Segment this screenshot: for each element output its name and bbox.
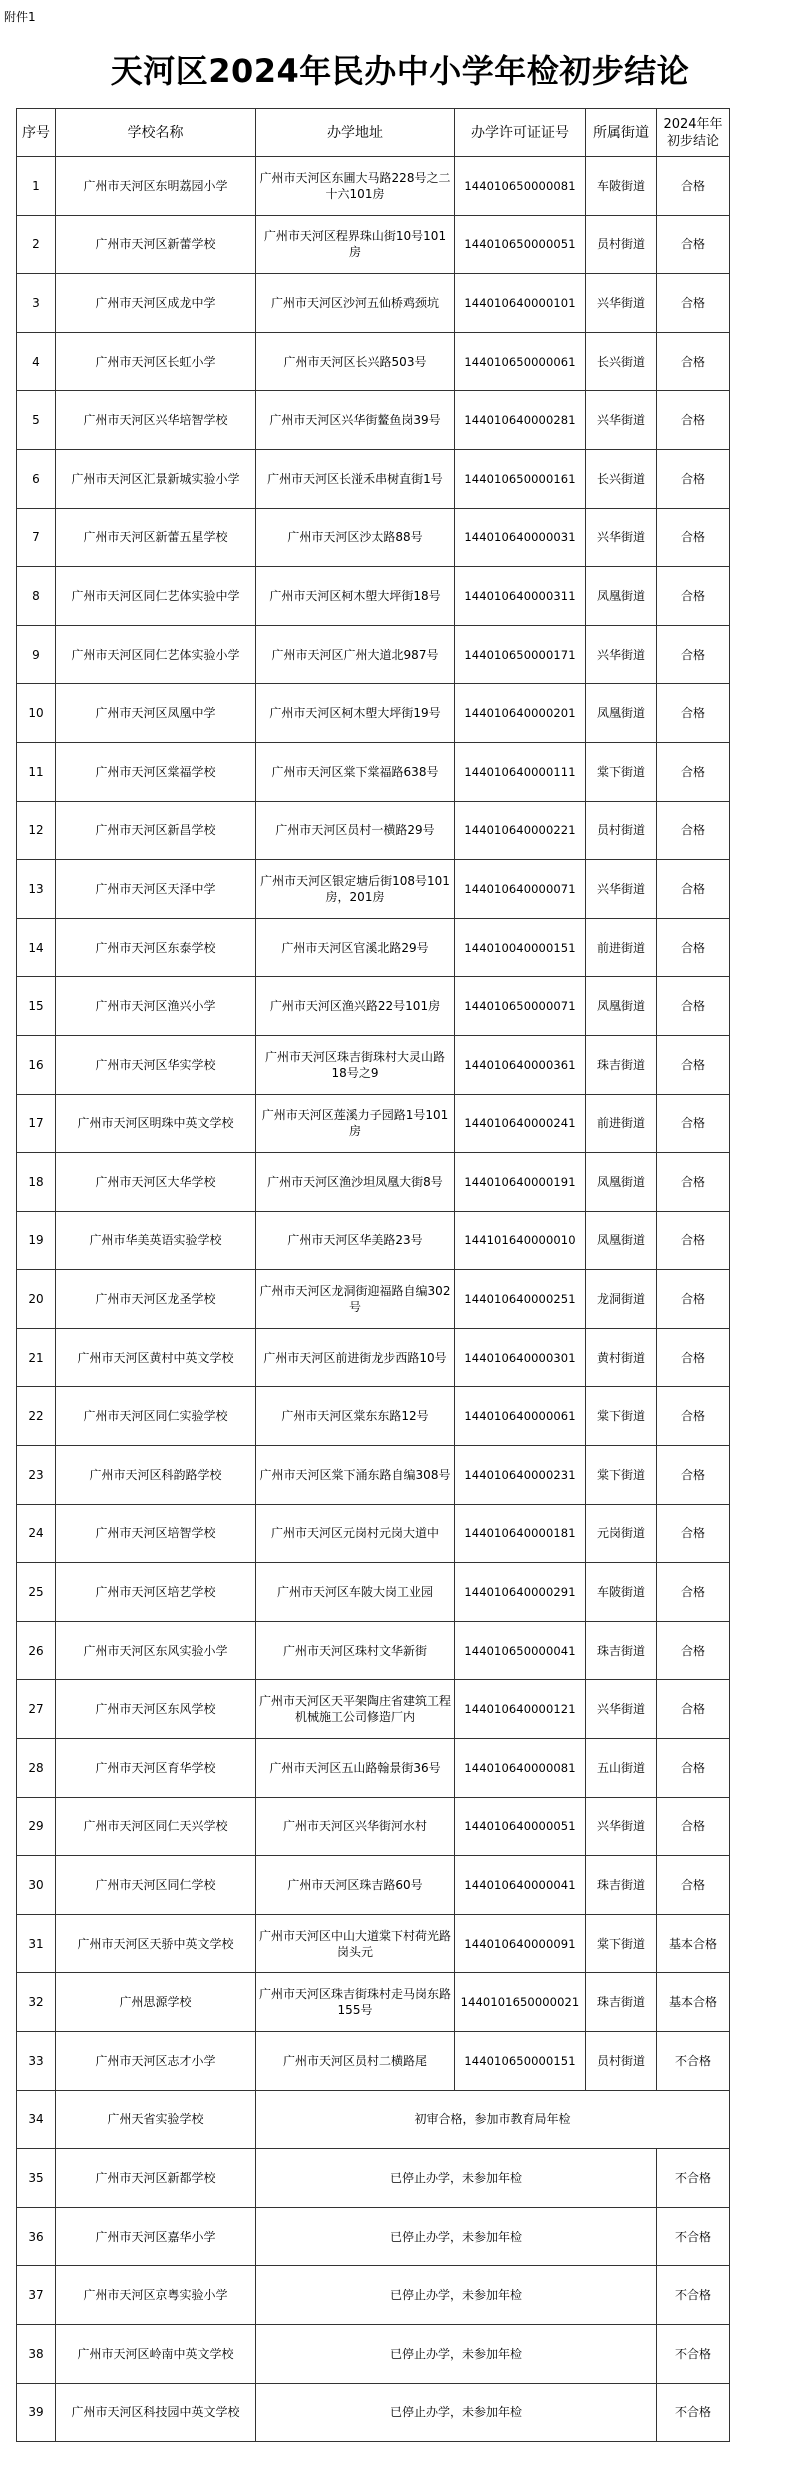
cell-no: 13 bbox=[17, 860, 56, 919]
cell-name: 广州市天河区东风学校 bbox=[56, 1680, 256, 1739]
cell-address: 广州市天河区棠下棠福路638号 bbox=[256, 742, 455, 801]
cell-address: 广州市天河区珠吉街珠村大灵山路18号之9 bbox=[256, 1035, 455, 1094]
cell-street: 珠吉街道 bbox=[586, 1973, 657, 2032]
cell-license: 144010650000081 bbox=[455, 157, 586, 216]
table-row bbox=[17, 2149, 730, 2208]
table-row bbox=[17, 1621, 730, 1680]
table-row bbox=[17, 274, 730, 333]
cell-no: 18 bbox=[17, 1153, 56, 1212]
cell-no: 25 bbox=[17, 1563, 56, 1622]
cell-license: 144010640000281 bbox=[455, 391, 586, 450]
cell-name: 广州市天河区培智学校 bbox=[56, 1504, 256, 1563]
cell-name: 广州市天河区同仁艺体实验小学 bbox=[56, 625, 256, 684]
cell-result: 基本合格 bbox=[657, 1914, 730, 1973]
cell-address: 广州市天河区珠吉路60号 bbox=[256, 1856, 455, 1915]
cell-result: 合格 bbox=[657, 801, 730, 860]
cell-result: 不合格 bbox=[657, 2383, 730, 2442]
cell-result: 合格 bbox=[657, 1153, 730, 1212]
cell-name: 广州市天河区大华学校 bbox=[56, 1153, 256, 1212]
table-row bbox=[17, 918, 730, 977]
cell-street: 凤凰街道 bbox=[586, 684, 657, 743]
cell-address: 广州市天河区广州大道北987号 bbox=[256, 625, 455, 684]
cell-no: 28 bbox=[17, 1739, 56, 1798]
cell-license: 144010640000031 bbox=[455, 508, 586, 567]
cell-address: 广州市天河区前进街龙步西路10号 bbox=[256, 1328, 455, 1387]
cell-result: 合格 bbox=[657, 1680, 730, 1739]
cell-license: 144010640000201 bbox=[455, 684, 586, 743]
table-row bbox=[17, 1739, 730, 1798]
cell-street: 棠下街道 bbox=[586, 742, 657, 801]
cell-result: 合格 bbox=[657, 1504, 730, 1563]
cell-license: 144010640000101 bbox=[455, 274, 586, 333]
cell-result: 不合格 bbox=[657, 2324, 730, 2383]
cell-no: 34 bbox=[17, 2090, 56, 2149]
cell-result: 不合格 bbox=[657, 2207, 730, 2266]
cell-no: 20 bbox=[17, 1270, 56, 1329]
cell-street: 龙洞街道 bbox=[586, 1270, 657, 1329]
cell-note: 已停止办学，未参加年检 bbox=[256, 2383, 657, 2442]
cell-street: 前进街道 bbox=[586, 1094, 657, 1153]
cell-result: 合格 bbox=[657, 1387, 730, 1446]
cell-license: 144010640000121 bbox=[455, 1680, 586, 1739]
cell-name: 广州市天河区新蕾五星学校 bbox=[56, 508, 256, 567]
table-row bbox=[17, 1797, 730, 1856]
cell-address: 广州市天河区沙太路88号 bbox=[256, 508, 455, 567]
header-street: 所属街道 bbox=[586, 109, 657, 157]
cell-license: 144010650000041 bbox=[455, 1621, 586, 1680]
cell-no: 21 bbox=[17, 1328, 56, 1387]
cell-no: 32 bbox=[17, 1973, 56, 2032]
cell-street: 珠吉街道 bbox=[586, 1035, 657, 1094]
cell-result: 合格 bbox=[657, 1797, 730, 1856]
header-result: 2024年年初步结论 bbox=[657, 109, 730, 157]
schools-table bbox=[16, 108, 730, 2442]
cell-no: 5 bbox=[17, 391, 56, 450]
cell-name: 广州市天河区同仁天兴学校 bbox=[56, 1797, 256, 1856]
cell-no: 29 bbox=[17, 1797, 56, 1856]
cell-name: 广州市天河区凤凰中学 bbox=[56, 684, 256, 743]
cell-result: 合格 bbox=[657, 567, 730, 626]
cell-license: 144010640000311 bbox=[455, 567, 586, 626]
cell-result: 合格 bbox=[657, 1446, 730, 1505]
cell-license: 144010650000071 bbox=[455, 977, 586, 1036]
cell-address: 广州市天河区柯木塱大坪街18号 bbox=[256, 567, 455, 626]
table-row bbox=[17, 742, 730, 801]
cell-result: 合格 bbox=[657, 977, 730, 1036]
cell-address: 广州市天河区官溪北路29号 bbox=[256, 918, 455, 977]
cell-no: 38 bbox=[17, 2324, 56, 2383]
cell-address: 广州市天河区华美路23号 bbox=[256, 1211, 455, 1270]
table-row bbox=[17, 157, 730, 216]
cell-street: 兴华街道 bbox=[586, 508, 657, 567]
cell-address: 广州市天河区莲溪力子园路1号101房 bbox=[256, 1094, 455, 1153]
table-row bbox=[17, 508, 730, 567]
cell-result: 合格 bbox=[657, 860, 730, 919]
cell-no: 36 bbox=[17, 2207, 56, 2266]
attachment-label: 附件1 bbox=[4, 10, 36, 24]
cell-name: 广州市天河区渔兴小学 bbox=[56, 977, 256, 1036]
cell-address: 广州市天河区沙河五仙桥鸡颈坑 bbox=[256, 274, 455, 333]
cell-result: 合格 bbox=[657, 332, 730, 391]
cell-name: 广州市天河区成龙中学 bbox=[56, 274, 256, 333]
cell-address: 广州市天河区银定塘后街108号101房，201房 bbox=[256, 860, 455, 919]
cell-name: 广州市天河区东明荔园小学 bbox=[56, 157, 256, 216]
cell-name: 广州市天河区培艺学校 bbox=[56, 1563, 256, 1622]
cell-license: 144010040000151 bbox=[455, 918, 586, 977]
cell-name: 广州市天河区天泽中学 bbox=[56, 860, 256, 919]
cell-result: 合格 bbox=[657, 215, 730, 274]
cell-street: 兴华街道 bbox=[586, 860, 657, 919]
cell-no: 19 bbox=[17, 1211, 56, 1270]
cell-no: 14 bbox=[17, 918, 56, 977]
table-row bbox=[17, 977, 730, 1036]
cell-address: 广州市天河区员村一横路29号 bbox=[256, 801, 455, 860]
cell-result: 不合格 bbox=[657, 2266, 730, 2325]
cell-street: 长兴街道 bbox=[586, 449, 657, 508]
cell-result: 合格 bbox=[657, 918, 730, 977]
cell-no: 2 bbox=[17, 215, 56, 274]
cell-result: 合格 bbox=[657, 625, 730, 684]
table-row bbox=[17, 2207, 730, 2266]
table-row bbox=[17, 860, 730, 919]
cell-street: 棠下街道 bbox=[586, 1914, 657, 1973]
cell-license: 144010640000231 bbox=[455, 1446, 586, 1505]
cell-address: 广州市天河区东圃大马路228号之二十六101房 bbox=[256, 157, 455, 216]
cell-address: 广州市天河区五山路翰景街36号 bbox=[256, 1739, 455, 1798]
table-row bbox=[17, 449, 730, 508]
table-body bbox=[17, 157, 730, 2442]
cell-license: 144010640000191 bbox=[455, 1153, 586, 1212]
cell-result: 合格 bbox=[657, 1035, 730, 1094]
cell-license: 144010640000051 bbox=[455, 1797, 586, 1856]
cell-no: 23 bbox=[17, 1446, 56, 1505]
cell-result: 合格 bbox=[657, 1739, 730, 1798]
table-row bbox=[17, 1504, 730, 1563]
cell-name: 广州市天河区兴华培智学校 bbox=[56, 391, 256, 450]
cell-result: 合格 bbox=[657, 508, 730, 567]
cell-license: 144010640000111 bbox=[455, 742, 586, 801]
cell-license: 144010650000171 bbox=[455, 625, 586, 684]
table-row bbox=[17, 1387, 730, 1446]
cell-license: 144010650000051 bbox=[455, 215, 586, 274]
cell-name: 广州市天河区东泰学校 bbox=[56, 918, 256, 977]
cell-no: 6 bbox=[17, 449, 56, 508]
table-row bbox=[17, 2266, 730, 2325]
table-row bbox=[17, 1153, 730, 1212]
cell-result: 不合格 bbox=[657, 2032, 730, 2091]
cell-no: 30 bbox=[17, 1856, 56, 1915]
cell-no: 24 bbox=[17, 1504, 56, 1563]
table-row bbox=[17, 567, 730, 626]
cell-name: 广州市天河区黄村中英文学校 bbox=[56, 1328, 256, 1387]
cell-street: 五山街道 bbox=[586, 1739, 657, 1798]
cell-name: 广州思源学校 bbox=[56, 1973, 256, 2032]
cell-street: 兴华街道 bbox=[586, 1797, 657, 1856]
cell-street: 黄村街道 bbox=[586, 1328, 657, 1387]
cell-no: 15 bbox=[17, 977, 56, 1036]
cell-result: 合格 bbox=[657, 684, 730, 743]
cell-license: 144010640000361 bbox=[455, 1035, 586, 1094]
header-license: 办学许可证证号 bbox=[455, 109, 586, 157]
cell-no: 26 bbox=[17, 1621, 56, 1680]
cell-no: 3 bbox=[17, 274, 56, 333]
cell-name: 广州市天河区明珠中英文学校 bbox=[56, 1094, 256, 1153]
cell-street: 凤凰街道 bbox=[586, 977, 657, 1036]
cell-no: 7 bbox=[17, 508, 56, 567]
cell-address: 广州市天河区渔兴路22号101房 bbox=[256, 977, 455, 1036]
table-row bbox=[17, 1035, 730, 1094]
cell-address: 广州市天河区珠吉街珠村走马岗东路155号 bbox=[256, 1973, 455, 2032]
cell-license: 144010640000081 bbox=[455, 1739, 586, 1798]
cell-address: 广州市天河区程界珠山街10号101房 bbox=[256, 215, 455, 274]
cell-license: 144010650000061 bbox=[455, 332, 586, 391]
cell-result: 不合格 bbox=[657, 2149, 730, 2208]
cell-street: 车陂街道 bbox=[586, 157, 657, 216]
cell-address: 广州市天河区渔沙坦凤凰大街8号 bbox=[256, 1153, 455, 1212]
cell-no: 4 bbox=[17, 332, 56, 391]
cell-name: 广州天省实验学校 bbox=[56, 2090, 256, 2149]
cell-street: 员村街道 bbox=[586, 801, 657, 860]
table-row bbox=[17, 2090, 730, 2149]
table-row bbox=[17, 684, 730, 743]
cell-street: 兴华街道 bbox=[586, 391, 657, 450]
cell-license: 144010640000071 bbox=[455, 860, 586, 919]
cell-no: 12 bbox=[17, 801, 56, 860]
table-row bbox=[17, 1211, 730, 1270]
cell-name: 广州市华美英语实验学校 bbox=[56, 1211, 256, 1270]
cell-address: 广州市天河区棠下涌东路自编308号 bbox=[256, 1446, 455, 1505]
cell-name: 广州市天河区新蕾学校 bbox=[56, 215, 256, 274]
cell-street: 员村街道 bbox=[586, 2032, 657, 2091]
cell-no: 27 bbox=[17, 1680, 56, 1739]
table-row bbox=[17, 625, 730, 684]
cell-result: 合格 bbox=[657, 1094, 730, 1153]
cell-no: 37 bbox=[17, 2266, 56, 2325]
cell-name: 广州市天河区同仁艺体实验中学 bbox=[56, 567, 256, 626]
cell-street: 棠下街道 bbox=[586, 1446, 657, 1505]
cell-license: 1440101650000021 bbox=[455, 1973, 586, 2032]
cell-address: 广州市天河区棠东东路12号 bbox=[256, 1387, 455, 1446]
cell-name: 广州市天河区嘉华小学 bbox=[56, 2207, 256, 2266]
cell-no: 33 bbox=[17, 2032, 56, 2091]
header-name: 学校名称 bbox=[56, 109, 256, 157]
cell-address: 广州市天河区珠村文华新街 bbox=[256, 1621, 455, 1680]
table-row bbox=[17, 801, 730, 860]
cell-address: 广州市天河区中山大道棠下村荷光路岗头元 bbox=[256, 1914, 455, 1973]
cell-street: 珠吉街道 bbox=[586, 1621, 657, 1680]
cell-address: 广州市天河区兴华街鳌鱼岗39号 bbox=[256, 391, 455, 450]
cell-result: 合格 bbox=[657, 157, 730, 216]
cell-name: 广州市天河区岭南中英文学校 bbox=[56, 2324, 256, 2383]
table-row bbox=[17, 1270, 730, 1329]
cell-license: 144010640000181 bbox=[455, 1504, 586, 1563]
table-row bbox=[17, 1914, 730, 1973]
table-row bbox=[17, 1856, 730, 1915]
cell-name: 广州市天河区同仁实验学校 bbox=[56, 1387, 256, 1446]
cell-license: 144010640000301 bbox=[455, 1328, 586, 1387]
cell-result: 合格 bbox=[657, 742, 730, 801]
cell-street: 长兴街道 bbox=[586, 332, 657, 391]
cell-no: 22 bbox=[17, 1387, 56, 1446]
page-title: 天河区2024年民办中小学年检初步结论 bbox=[110, 52, 690, 90]
cell-license: 144101640000010 bbox=[455, 1211, 586, 1270]
cell-name: 广州市天河区同仁学校 bbox=[56, 1856, 256, 1915]
cell-no: 11 bbox=[17, 742, 56, 801]
cell-name: 广州市天河区京粤实验小学 bbox=[56, 2266, 256, 2325]
cell-name: 广州市天河区东风实验小学 bbox=[56, 1621, 256, 1680]
cell-result: 合格 bbox=[657, 1328, 730, 1387]
cell-result: 合格 bbox=[657, 1856, 730, 1915]
cell-name: 广州市天河区长虹小学 bbox=[56, 332, 256, 391]
table-row bbox=[17, 332, 730, 391]
cell-result: 合格 bbox=[657, 1621, 730, 1680]
cell-note: 已停止办学，未参加年检 bbox=[256, 2266, 657, 2325]
cell-result: 合格 bbox=[657, 391, 730, 450]
table-row bbox=[17, 1328, 730, 1387]
table-row bbox=[17, 1446, 730, 1505]
cell-street: 兴华街道 bbox=[586, 1680, 657, 1739]
cell-name: 广州市天河区科韵路学校 bbox=[56, 1446, 256, 1505]
cell-result: 基本合格 bbox=[657, 1973, 730, 2032]
cell-result: 合格 bbox=[657, 1563, 730, 1622]
cell-no: 9 bbox=[17, 625, 56, 684]
cell-name: 广州市天河区新都学校 bbox=[56, 2149, 256, 2208]
cell-no: 17 bbox=[17, 1094, 56, 1153]
cell-street: 凤凰街道 bbox=[586, 1153, 657, 1212]
cell-license: 144010640000061 bbox=[455, 1387, 586, 1446]
cell-street: 棠下街道 bbox=[586, 1387, 657, 1446]
cell-license: 144010650000161 bbox=[455, 449, 586, 508]
cell-address: 广州市天河区员村二横路尾 bbox=[256, 2032, 455, 2091]
cell-name: 广州市天河区天骄中英文学校 bbox=[56, 1914, 256, 1973]
table-row bbox=[17, 2032, 730, 2091]
table-row bbox=[17, 215, 730, 274]
cell-note: 已停止办学，未参加年检 bbox=[256, 2207, 657, 2266]
cell-address: 广州市天河区柯木塱大坪街19号 bbox=[256, 684, 455, 743]
cell-name: 广州市天河区龙圣学校 bbox=[56, 1270, 256, 1329]
cell-name: 广州市天河区科技园中英文学校 bbox=[56, 2383, 256, 2442]
cell-street: 兴华街道 bbox=[586, 274, 657, 333]
cell-name: 广州市天河区志才小学 bbox=[56, 2032, 256, 2091]
header-address: 办学地址 bbox=[256, 109, 455, 157]
table-row bbox=[17, 1680, 730, 1739]
cell-name: 广州市天河区育华学校 bbox=[56, 1739, 256, 1798]
cell-note: 初审合格，参加市教育局年检 bbox=[256, 2090, 730, 2149]
cell-street: 员村街道 bbox=[586, 215, 657, 274]
cell-address: 广州市天河区龙洞街迎福路自编302号 bbox=[256, 1270, 455, 1329]
table-row bbox=[17, 391, 730, 450]
cell-name: 广州市天河区汇景新城实验小学 bbox=[56, 449, 256, 508]
cell-note: 已停止办学，未参加年检 bbox=[256, 2324, 657, 2383]
cell-no: 1 bbox=[17, 157, 56, 216]
cell-no: 31 bbox=[17, 1914, 56, 1973]
cell-street: 前进街道 bbox=[586, 918, 657, 977]
cell-name: 广州市天河区新昌学校 bbox=[56, 801, 256, 860]
table-row bbox=[17, 2383, 730, 2442]
cell-license: 144010640000221 bbox=[455, 801, 586, 860]
cell-note: 已停止办学，未参加年检 bbox=[256, 2149, 657, 2208]
cell-address: 广州市天河区兴华街河水村 bbox=[256, 1797, 455, 1856]
cell-name: 广州市天河区棠福学校 bbox=[56, 742, 256, 801]
cell-no: 10 bbox=[17, 684, 56, 743]
cell-name: 广州市天河区华实学校 bbox=[56, 1035, 256, 1094]
cell-street: 兴华街道 bbox=[586, 625, 657, 684]
cell-address: 广州市天河区长湴禾串树直街1号 bbox=[256, 449, 455, 508]
cell-address: 广州市天河区天平架陶庄省建筑工程机械施工公司修造厂内 bbox=[256, 1680, 455, 1739]
cell-address: 广州市天河区元岗村元岗大道中 bbox=[256, 1504, 455, 1563]
cell-result: 合格 bbox=[657, 1270, 730, 1329]
cell-no: 35 bbox=[17, 2149, 56, 2208]
cell-license: 144010650000151 bbox=[455, 2032, 586, 2091]
cell-street: 珠吉街道 bbox=[586, 1856, 657, 1915]
cell-no: 8 bbox=[17, 567, 56, 626]
cell-no: 16 bbox=[17, 1035, 56, 1094]
cell-address: 广州市天河区长兴路503号 bbox=[256, 332, 455, 391]
cell-result: 合格 bbox=[657, 1211, 730, 1270]
cell-street: 凤凰街道 bbox=[586, 567, 657, 626]
cell-license: 144010640000291 bbox=[455, 1563, 586, 1622]
table-row bbox=[17, 1973, 730, 2032]
table-row bbox=[17, 1563, 730, 1622]
cell-address: 广州市天河区车陂大岗工业园 bbox=[256, 1563, 455, 1622]
cell-street: 元岗街道 bbox=[586, 1504, 657, 1563]
cell-street: 凤凰街道 bbox=[586, 1211, 657, 1270]
cell-license: 144010640000251 bbox=[455, 1270, 586, 1329]
cell-license: 144010640000041 bbox=[455, 1856, 586, 1915]
table-header-row bbox=[17, 109, 730, 157]
cell-street: 车陂街道 bbox=[586, 1563, 657, 1622]
cell-no: 39 bbox=[17, 2383, 56, 2442]
cell-license: 144010640000091 bbox=[455, 1914, 586, 1973]
table-row bbox=[17, 1094, 730, 1153]
cell-result: 合格 bbox=[657, 449, 730, 508]
table-row bbox=[17, 2324, 730, 2383]
cell-result: 合格 bbox=[657, 274, 730, 333]
cell-license: 144010640000241 bbox=[455, 1094, 586, 1153]
header-no: 序号 bbox=[17, 109, 56, 157]
